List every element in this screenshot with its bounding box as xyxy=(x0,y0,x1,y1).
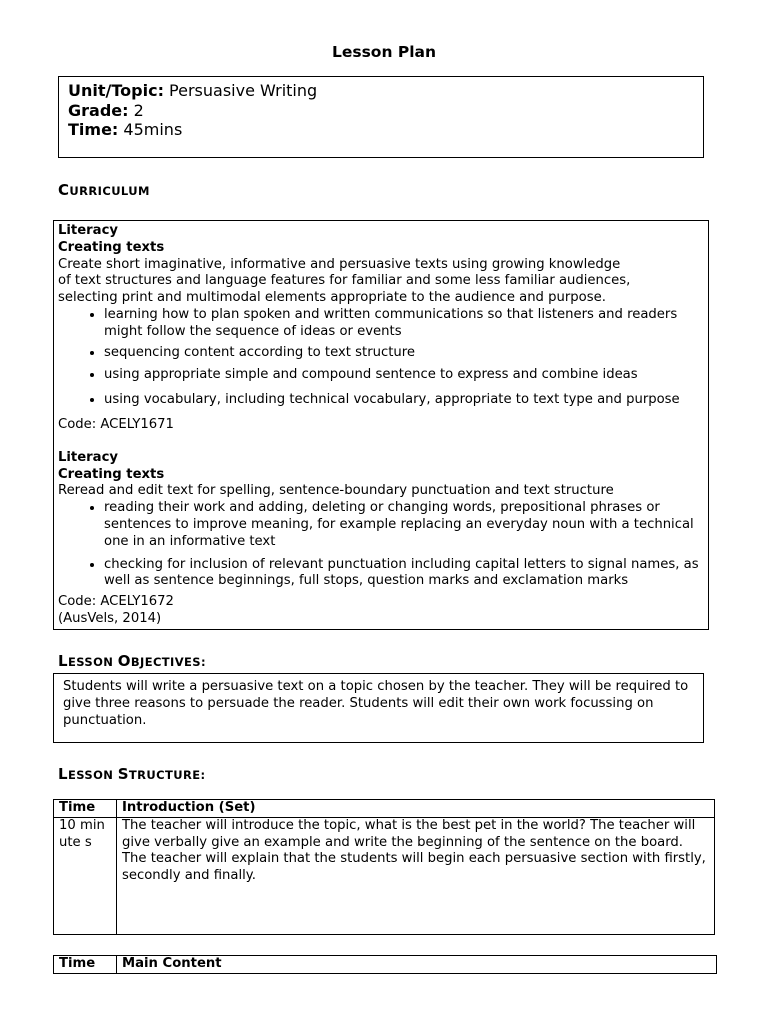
curriculum-subject: Literacy xyxy=(58,223,118,238)
unit-info-box xyxy=(58,76,704,158)
table-header-time: Time xyxy=(54,956,117,974)
heading-rest: ESSON xyxy=(67,768,118,782)
list-item: • using vocabulary, including technical vocabulary, appropriate to text type and purpose xyxy=(104,392,704,409)
unit-topic-label: Unit/Topic: xyxy=(68,81,164,100)
grade-label: Grade: xyxy=(68,100,129,120)
curriculum-heading-rest: URRICULUM xyxy=(69,184,150,198)
table-header-section: Introduction (Set) xyxy=(117,800,715,818)
heading-cap: O xyxy=(117,652,131,670)
time-row xyxy=(68,120,694,140)
table-header-row xyxy=(54,956,717,974)
heading-cap: S xyxy=(117,765,129,783)
grade-row xyxy=(68,101,694,121)
table-cell-content: The teacher will introduce the topic, what is the best pet in the world? The teacher will give verbally give an example and write the beginning of the sentence on the board. The teacher will explain that the students will begin each persuasive section with firstly, secondly and finally. xyxy=(117,817,715,934)
time-value: 45mins xyxy=(118,120,183,139)
heading-cap: L xyxy=(58,652,68,670)
curriculum-subject: Literacy xyxy=(58,449,118,465)
table-row xyxy=(54,817,715,934)
curriculum-code: Code: ACELY1672 xyxy=(58,594,174,610)
table-cell-time: 10 minute s xyxy=(54,817,117,934)
main-content-table xyxy=(53,955,717,974)
time-label: Time: xyxy=(68,120,119,139)
curriculum-code: Code: ACELY1671 xyxy=(58,416,174,432)
lesson-objectives-text: Students will write a persuasive text on a topic chosen by the teacher. They will be required to give three reasons to persuade the reader. Students will edit their own work focussing on punctuation. xyxy=(63,679,689,728)
curriculum-strand: Creating texts xyxy=(58,466,165,482)
unit-topic-value: Persuasive Writing xyxy=(163,81,318,100)
list-item: • sequencing content according to text structure xyxy=(104,345,704,362)
grade-value: 2 xyxy=(128,100,144,120)
heading-rest: BJECTIVES: xyxy=(130,655,206,669)
heading-cap: L xyxy=(58,765,68,783)
curriculum-source: (AusVels, 2014) xyxy=(58,610,162,626)
curriculum-description-line: Reread and edit text for spelling, sentence-boundary punctuation and text structure xyxy=(58,483,614,499)
heading-rest: TRUCTURE: xyxy=(128,768,206,782)
curriculum-bullet-list xyxy=(58,307,704,409)
lesson-objectives-heading xyxy=(58,652,206,670)
curriculum-description-line: of text structures and language features for familiar and some less familiar audiences, xyxy=(58,273,631,289)
curriculum-heading xyxy=(58,181,150,199)
curriculum-heading-cap: C xyxy=(58,181,70,199)
table-header-row xyxy=(54,800,715,818)
curriculum-description-line: selecting print and multimodal elements appropriate to the audience and purpose. xyxy=(58,290,606,306)
table-header-time: Time xyxy=(54,800,117,818)
list-item: • learning how to plan spoken and written communications so that listeners and readers might follow the sequence of ideas or events xyxy=(104,307,704,341)
list-item: • checking for inclusion of relevant punctuation including capital letters to signal names, as well as sentence beginnings, full stops, question marks and exclamation marks xyxy=(104,557,704,591)
table-header-section: Main Content xyxy=(117,956,717,974)
curriculum-strand: Creating texts xyxy=(58,239,165,255)
lesson-objectives-box xyxy=(53,673,704,743)
page-title: Lesson Plan xyxy=(331,43,437,61)
heading-rest: ESSON xyxy=(67,655,118,669)
unit-topic-row xyxy=(68,81,694,101)
introduction-table xyxy=(53,799,715,935)
curriculum-description-line: Create short imaginative, informative and persuasive texts using growing knowledge xyxy=(58,256,621,272)
list-item: • using appropriate simple and compound sentence to express and combine ideas xyxy=(104,367,704,384)
curriculum-bullet-list xyxy=(58,500,704,590)
curriculum-box xyxy=(53,220,709,630)
list-item: • reading their work and adding, deleting or changing words, prepositional phrases or sentences to improve meaning, for example replacing an everyday noun with a technical one in an informative text xyxy=(104,500,704,550)
lesson-structure-heading xyxy=(58,765,205,783)
